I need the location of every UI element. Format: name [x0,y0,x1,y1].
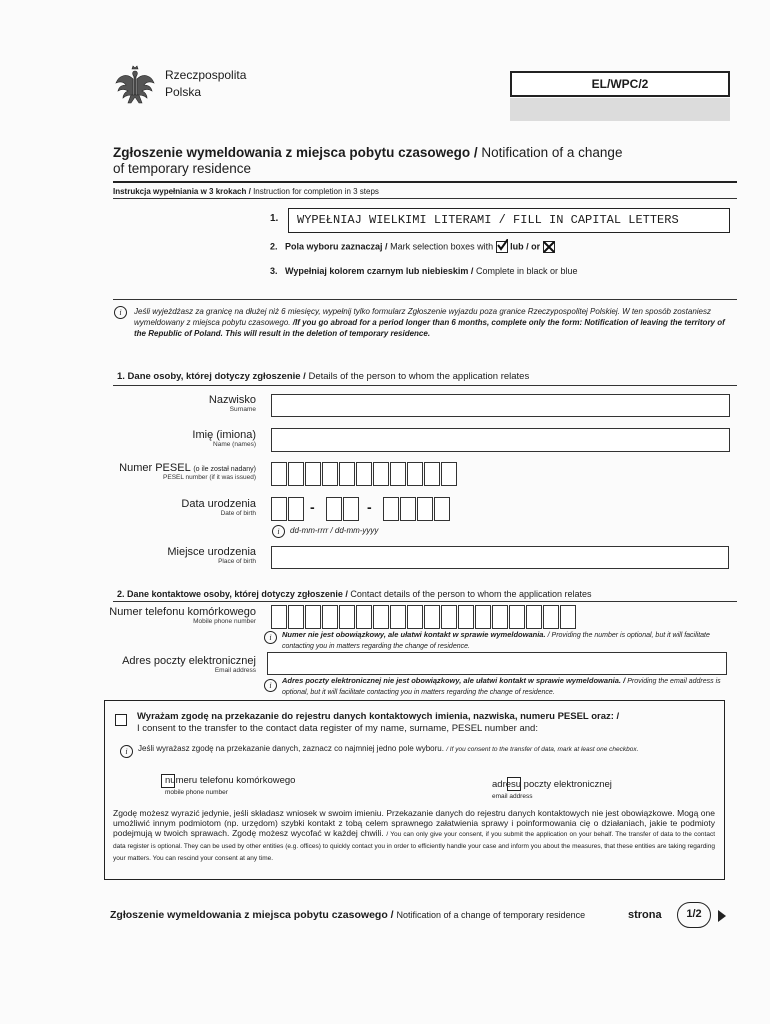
step1-box [288,208,730,233]
section2-heading-pl: 2. Dane kontaktowe osoby, której dotyczy zgłoszenie / [117,589,348,599]
instructions-heading [113,187,379,196]
phone-label-en: Mobile phone number [193,618,256,625]
instructions-heading-en: Instruction for completion in 3 steps [253,187,379,196]
section1-rule [113,385,737,386]
phone-label [100,606,256,625]
notice-text [134,306,734,339]
pob-label-pl: Miejsce urodzenia [167,546,256,558]
step2-text-en: Mark selection boxes with [390,241,494,252]
country-line1: Rzeczpospolita [165,68,247,82]
consent-main-en: I consent to the transfer to the contact data register of my name, surname, PESEL number and: [137,723,538,734]
cross-example-icon [543,241,555,253]
pob-label [130,546,256,565]
consent-box [104,700,725,880]
name-label [130,429,256,448]
page-title [113,145,723,177]
footer-title-pl: Zgłoszenie wymeldowania z miejsca pobytu czasowego / [110,909,394,921]
info-icon: i [114,306,127,319]
section1-heading-pl: 1. Dane osoby, której dotyczy zgłoszenie / [117,371,306,382]
page-word: strona [628,909,662,921]
section1-heading [117,371,529,382]
page-title-en-1: Notification of a change [481,145,623,160]
section1-heading-en: Details of the person to whom the application relates [308,371,530,382]
surname-field[interactable] [271,394,730,417]
dob-day-field[interactable] [271,497,305,521]
dob-dash-1: - [310,499,315,515]
page-title-en-2: of temporary residence [113,161,252,176]
phone-note [282,630,722,652]
consent-main-pl: Wyrażam zgodę na przekazanie do rejestru danych kontaktowych imienia, nazwiska, numeru PESEL oraz: / [137,711,620,722]
email-label [100,655,256,674]
polish-eagle-emblem-icon [113,65,157,109]
name-field[interactable] [271,428,730,452]
step2-or: lub / or [510,241,541,252]
step1-text: WYPEŁNIAJ WIELKIMI LITERAMI / FILL IN CAPITAL LETTERS [297,213,679,227]
notice-top-rule [113,299,737,300]
section2-heading-en: Contact details of the person to whom the application relates [350,589,592,599]
surname-label-pl: Nazwisko [208,394,256,406]
section2-rule [113,601,737,602]
email-note [282,676,722,698]
info-icon: i [120,745,133,758]
phone-label-pl: Numer telefonu komórkowego [109,606,256,618]
form-code: EL/WPC/2 [591,77,649,91]
name-label-en: Name (names) [213,441,256,448]
consent-phone-label [165,775,295,796]
consent-main-checkbox[interactable] [115,714,127,726]
consent-hint-pl: Jeśli wyrażasz zgodę na przekazanie danych, zaznacz co najmniej jedno pole wyboru. [138,744,444,753]
consent-body-en: / You can only give your consent, if you submit the application on your behalf. The transfer of data to the contact data register is optional. They can be used by other entities (e.g. offices) to quickly contact you in order to efficiently handle your case and inform you about the measures, that these entities are taking regarding your matters. You can rescind your consent at any time. [113,831,716,862]
consent-body-pl: Zgodę możesz wyrazić jedynie, jeśli składasz wniosek w swoim imieniu. Przekazanie danych do rejestru danych kontaktowych nie jest obowiązkowe. Mogą one umożliwić innym podmiotom (np. urzędom) szybki kontakt z tobą celem sprawnego załatwienia sprawy i poinformowania cię o działaniach, jakie te podmioty podejmują w twoich sprawach. Zgodę możesz wycofać w każdej chwili. [113,808,715,838]
dob-year-field[interactable] [383,497,451,521]
dob-label-pl: Data urodzenia [181,498,256,510]
consent-hint-en: / If you consent to the transfer of data, mark at least one checkbox. [446,746,639,753]
instructions-heading-pl: Instrukcja wypełniania w 3 krokach / [113,187,251,196]
consent-phone-en: mobile phone number [165,789,228,796]
footer-title [110,909,620,921]
surname-label [130,394,256,413]
step3-text-pl: Wypełniaj kolorem czarnym lub niebieskim / [285,266,474,276]
consent-main-text [137,711,717,735]
country-line2: Polska [165,85,202,99]
email-field[interactable] [267,652,727,675]
consent-email-en: email address [492,793,533,800]
step1-number: 1. [270,213,279,224]
info-icon: i [264,631,277,644]
pesel-label-en: PESEL number (if it was issued) [163,474,256,481]
instructions-rule [113,198,737,199]
step3-number: 3. [270,266,278,276]
email-note-pl: Adres poczty elektronicznej nie jest obowiązkowy, ale ułatwi kontakt w sprawie wymeldowania. / [282,676,626,685]
email-label-en: Email address [214,667,256,674]
pob-label-en: Place of birth [218,558,256,565]
pesel-label [100,462,256,481]
phone-note-pl: Numer nie jest obowiązkowy, ale ułatwi kontakt w sprawie wymeldowania. [282,630,546,639]
info-icon: i [272,525,285,538]
dob-month-field[interactable] [326,497,360,521]
step2-text-pl: Pola wyboru zaznaczaj / [285,241,388,252]
country-name [165,67,246,101]
step3 [270,266,578,276]
section2-heading [117,589,592,599]
phone-note-en: / Providing the number is optional, but it will facilitate contacting you in matters regarding the change of residence. [282,632,710,650]
email-label-pl: Adres poczty elektronicznej [122,655,256,667]
title-rule [113,181,737,183]
notice-text-en: /If you go abroad for a period longer than 6 months, complete only the form: Notification of leaving the territory of the Republic of Poland. This will result in the deletion of temporary residence. [134,318,725,338]
dob-format-hint: dd-mm-rrrr / dd-mm-yyyy [290,526,379,535]
form-code-box [510,71,730,97]
consent-email-label [492,779,612,800]
dob-label [130,498,256,517]
checkmark-example-icon [496,241,508,253]
pesel-label-note: (o ile został nadany) [193,466,256,473]
consent-body [113,808,715,864]
form-code-shade [510,98,730,121]
step2-number: 2. [270,241,278,252]
next-page-arrow-icon[interactable] [717,909,727,921]
step2 [270,241,555,253]
dob-label-en: Date of birth [220,510,256,517]
phone-field[interactable] [271,605,577,629]
surname-label-en: Surname [229,406,256,413]
page-number-badge [677,902,711,928]
page-number: 1/2 [686,908,702,920]
place-of-birth-field[interactable] [271,546,729,569]
name-label-pl: Imię (imiona) [192,429,256,441]
step3-text-en: Complete in black or blue [475,266,578,276]
page-title-pl: Zgłoszenie wymeldowania z miejsca pobytu czasowego / [113,145,478,160]
info-icon: i [264,679,277,692]
consent-phone-pl: numeru telefonu komórkowego [165,775,296,786]
email-note-en: Providing the email address is optional, but it will facilitate contacting you in matters regarding the change of residence. [282,678,721,696]
footer-title-en: Notification of a change of temporary residence [396,910,586,920]
dob-dash-2: - [367,499,372,515]
consent-email-pl: adresu poczty elektronicznej [492,779,612,790]
pesel-field[interactable] [271,462,458,486]
pesel-label-pl: Numer PESEL [119,462,191,474]
consent-hint [138,744,718,755]
notice-text-pl: Jeśli wyjeżdżasz za granicę na dłużej niż 6 miesięcy, wypełnij tylko formularz Zgłoszenie wyjazdu poza granice Rzeczypospolitej Polskiej. W ten sposób zostaniesz wymeldowany z miejsca pobytu czasowego. [134,307,711,327]
